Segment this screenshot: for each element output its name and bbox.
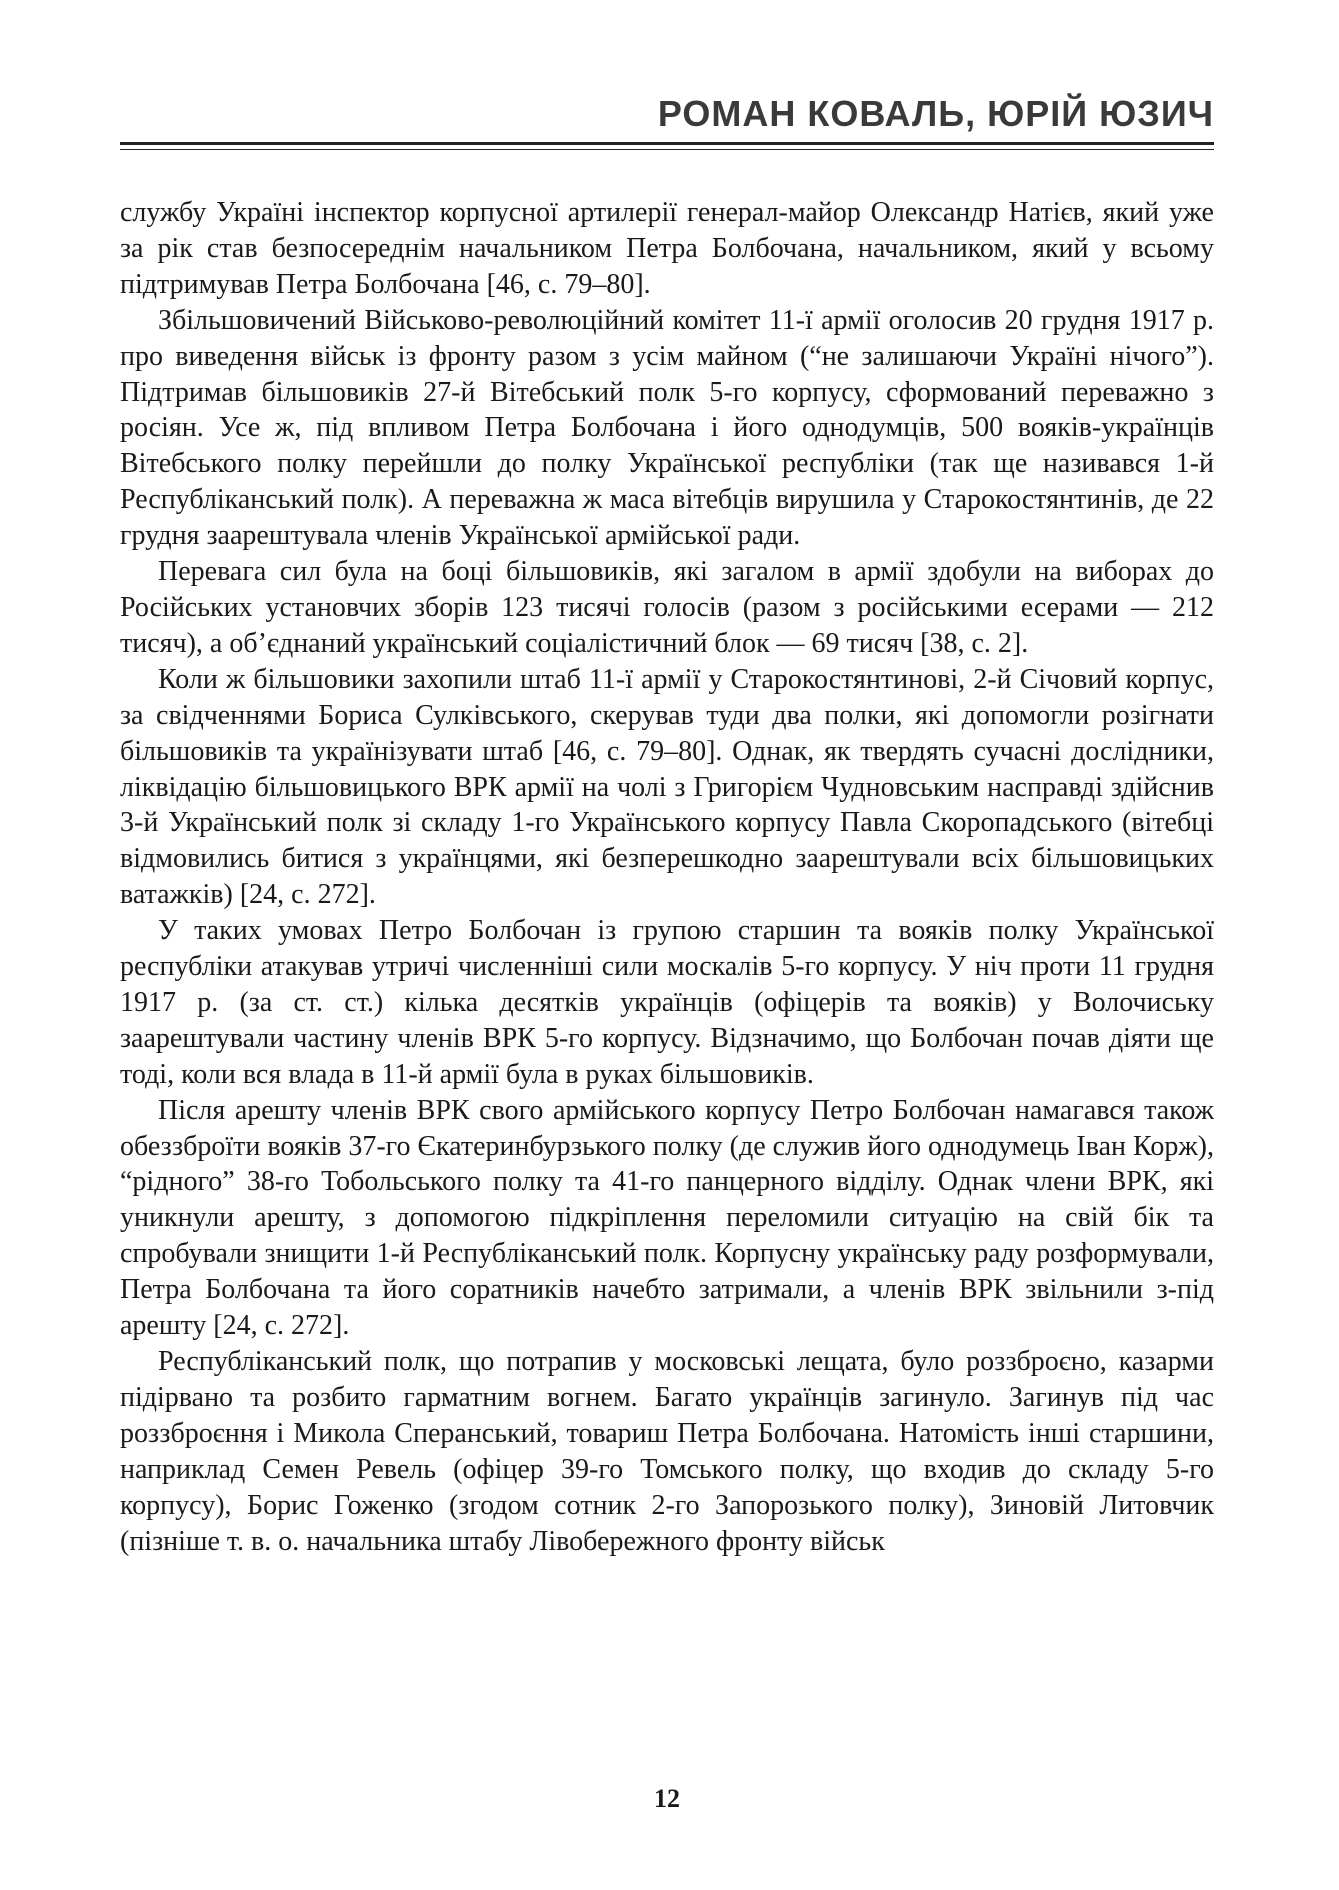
header-rule-thick xyxy=(120,142,1214,145)
paragraph: У таких умовах Петро Болбочан із групою старшин та вояків полку Української республіки атакував утричі численніші сили москалів 5-го корпусу. У ніч проти 11 грудня 1917 р. (за ст. ст.) кілька десятків українців (офіцерів та вояків) у Волочиську заарештували частину членів ВРК 5-го корпусу. Відзначимо, що Болбочан почав діяти ще тоді, коли вся влада в 11-й армії була в руках більшовиків. xyxy=(120,915,1214,1090)
page-number: 12 xyxy=(654,1784,680,1813)
body-text xyxy=(120,195,1214,1559)
header-rule-thin xyxy=(120,149,1214,150)
paragraph: службу Україні інспектор корпусної артилерії генерал-майор Олександр Натієв, який уже за рік став безпосереднім начальником Петра Болбочана, начальником, який у всьому підтримував Петра Болбочана [46, с. 79–80]. xyxy=(120,197,1214,300)
running-header: РОМАН КОВАЛЬ, ЮРІЙ ЮЗИЧ xyxy=(657,93,1214,134)
paragraph: Республіканський полк, що потрапив у московські лещата, було роззброєно, казарми підірвано та розбито гарматним вогнем. Багато українців загинуло. Загинув під час роззброєння і Микола Сперанський, товариш Петра Болбочана. Натомість інші старшини, наприклад Семен Ревель (офіцер 39-го Томського полку, що входив до складу 5-го корпусу), Борис Гоженко (згодом сотник 2-го Запорозького полку), Зиновій Литовчик (пізніше т. в. о. начальника штабу Лівобережного фронту військ xyxy=(120,1346,1214,1557)
paragraph: Перевага сил була на боці більшовиків, які загалом в армії здобули на виборах до Російських установчих зборів 123 тисячі голосів (разом з російськими есерами — 212 тисяч), а об’єднаний український соціалістичний блок — 69 тисяч [38, с. 2]. xyxy=(120,556,1214,659)
paragraph: Збільшовичений Військово-революційний комітет 11-ї армії оголосив 20 грудня 1917 р. про виведення військ із фронту разом з усім майном (“не залишаючи Україні нічого”). Підтримав більшовиків 27-й Вітебський полк 5-го корпусу, сформований переважно з росіян. Усе ж, під впливом Петра Болбочана і його однодумців, 500 вояків-українців Вітебського полку перейшли до полку Української республіки (так ще називався 1-й Республіканський полк). А переважна ж маса вітебців вирушила у Старокостянтинів, де 22 грудня заарештувала членів Української армійської ради. xyxy=(120,304,1214,552)
paragraph: Коли ж більшовики захопили штаб 11-ї армії у Старокостянтинові, 2-й Січовий корпус, за свідченнями Бориса Сулківського, скерував туди два полки, які допомогли розігнати більшовиків та українізувати штаб [46, с. 79–80]. Однак, як твердять сучасні дослідники, ліквідацію більшовицького ВРК армії на чолі з Григорієм Чудновським насправді здійснив 3-й Український полк зі складу 1-го Українського корпусу Павла Скоропадського (вітебці відмовились битися з українцями, які безперешкодно заарештували всіх більшовицьких ватажків) [24, с. 272]. xyxy=(120,663,1214,911)
paragraph: Після арешту членів ВРК свого армійського корпусу Петро Болбочан намагався також обеззброїти вояків 37-го Єкатеринбурзького полку (де служив його однодумець Іван Корж), “рідного” 38-го Тобольського полку та 41-го панцерного відділу. Однак члени ВРК, які уникнули арешту, з допомогою підкріплення переломили ситуацію на свій бік та спробували знищити 1-й Республіканський полк. Корпусну українську раду розформували, Петра Болбочана та його соратників начебто затримали, а членів ВРК звільнили з-під арешту [24, с. 272]. xyxy=(120,1094,1214,1342)
